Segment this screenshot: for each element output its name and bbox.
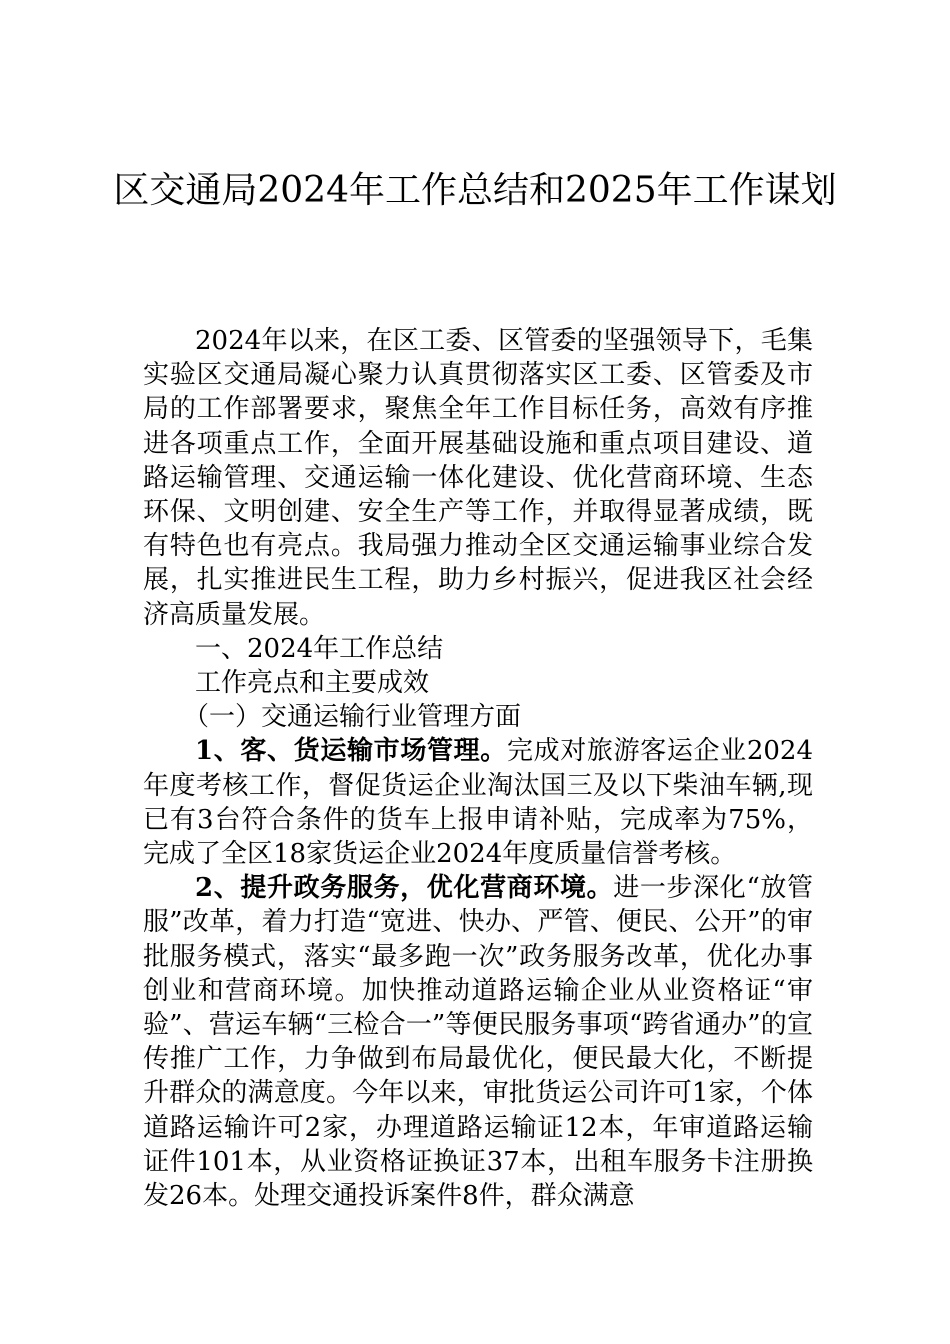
item-text: 进一步深化“放管服”改革，着力打造“宽进、快办、严管、便民、公开”的审批服务模式，落实“最多跑一次”政务服务改革，优化办事创业和营商环境。加快推动道路运输企业从业资格证“审验”、营运车辆“三检合一”等便民服务事项“跨省通办”的宣传推广工作，力争做到布局最优化，便民最大化，不断提升群众的满意度。今年以来，审批货运公司许可1家，个体道路运输许可2家，办理道路运输证12本，年审道路运输证件101本，从业资格证换证37本，出租车服务卡注册换发26本。处理交通投诉案件8件，群众满意: [143, 873, 814, 1212]
document-title: 区交通局2024年工作总结和2025年工作谋划: [113, 170, 837, 211]
highlights-heading: 工作亮点和主要成效: [195, 668, 430, 699]
item-lead: 2、提升政务服务，优化营商环境。: [195, 873, 614, 904]
subsection-heading-industry-management: （一）交通运输行业管理方面: [183, 702, 522, 733]
item-paragraph-government-service: [143, 871, 813, 1213]
item-lead: 1、客、货运输市场管理。: [195, 736, 507, 767]
intro-paragraph: 2024年以来，在区工委、区管委的坚强领导下，毛集实验区交通局凝心聚力认真贯彻落实区工委、区管委及市局的工作部署要求，聚焦全年工作目标任务，高效有序推进各项重点工作，全面开展基础设施和重点项目建设、道路运输管理、交通运输一体化建设、优化营商环境、生态环保、文明创建、安全生产等工作，并取得显著成绩，既有特色也有亮点。我局强力推动全区交通运输事业综合发展，扎实推进民生工程，助力乡村振兴，促进我区社会经济高质量发展。: [143, 326, 813, 630]
item-text: 完成对旅游客运企业2024年度考核工作，督促货运企业淘汰国三及以下柴油车辆,现已有3台符合条件的货车上报申请补贴，完成率为75%，完成了全区18家货运企业2024年度质量信誉考核。: [143, 736, 814, 870]
document-body: [143, 324, 813, 1213]
section-heading-summary: 一、2024年工作总结: [195, 633, 444, 664]
item-paragraph-transport-market: [143, 734, 813, 871]
